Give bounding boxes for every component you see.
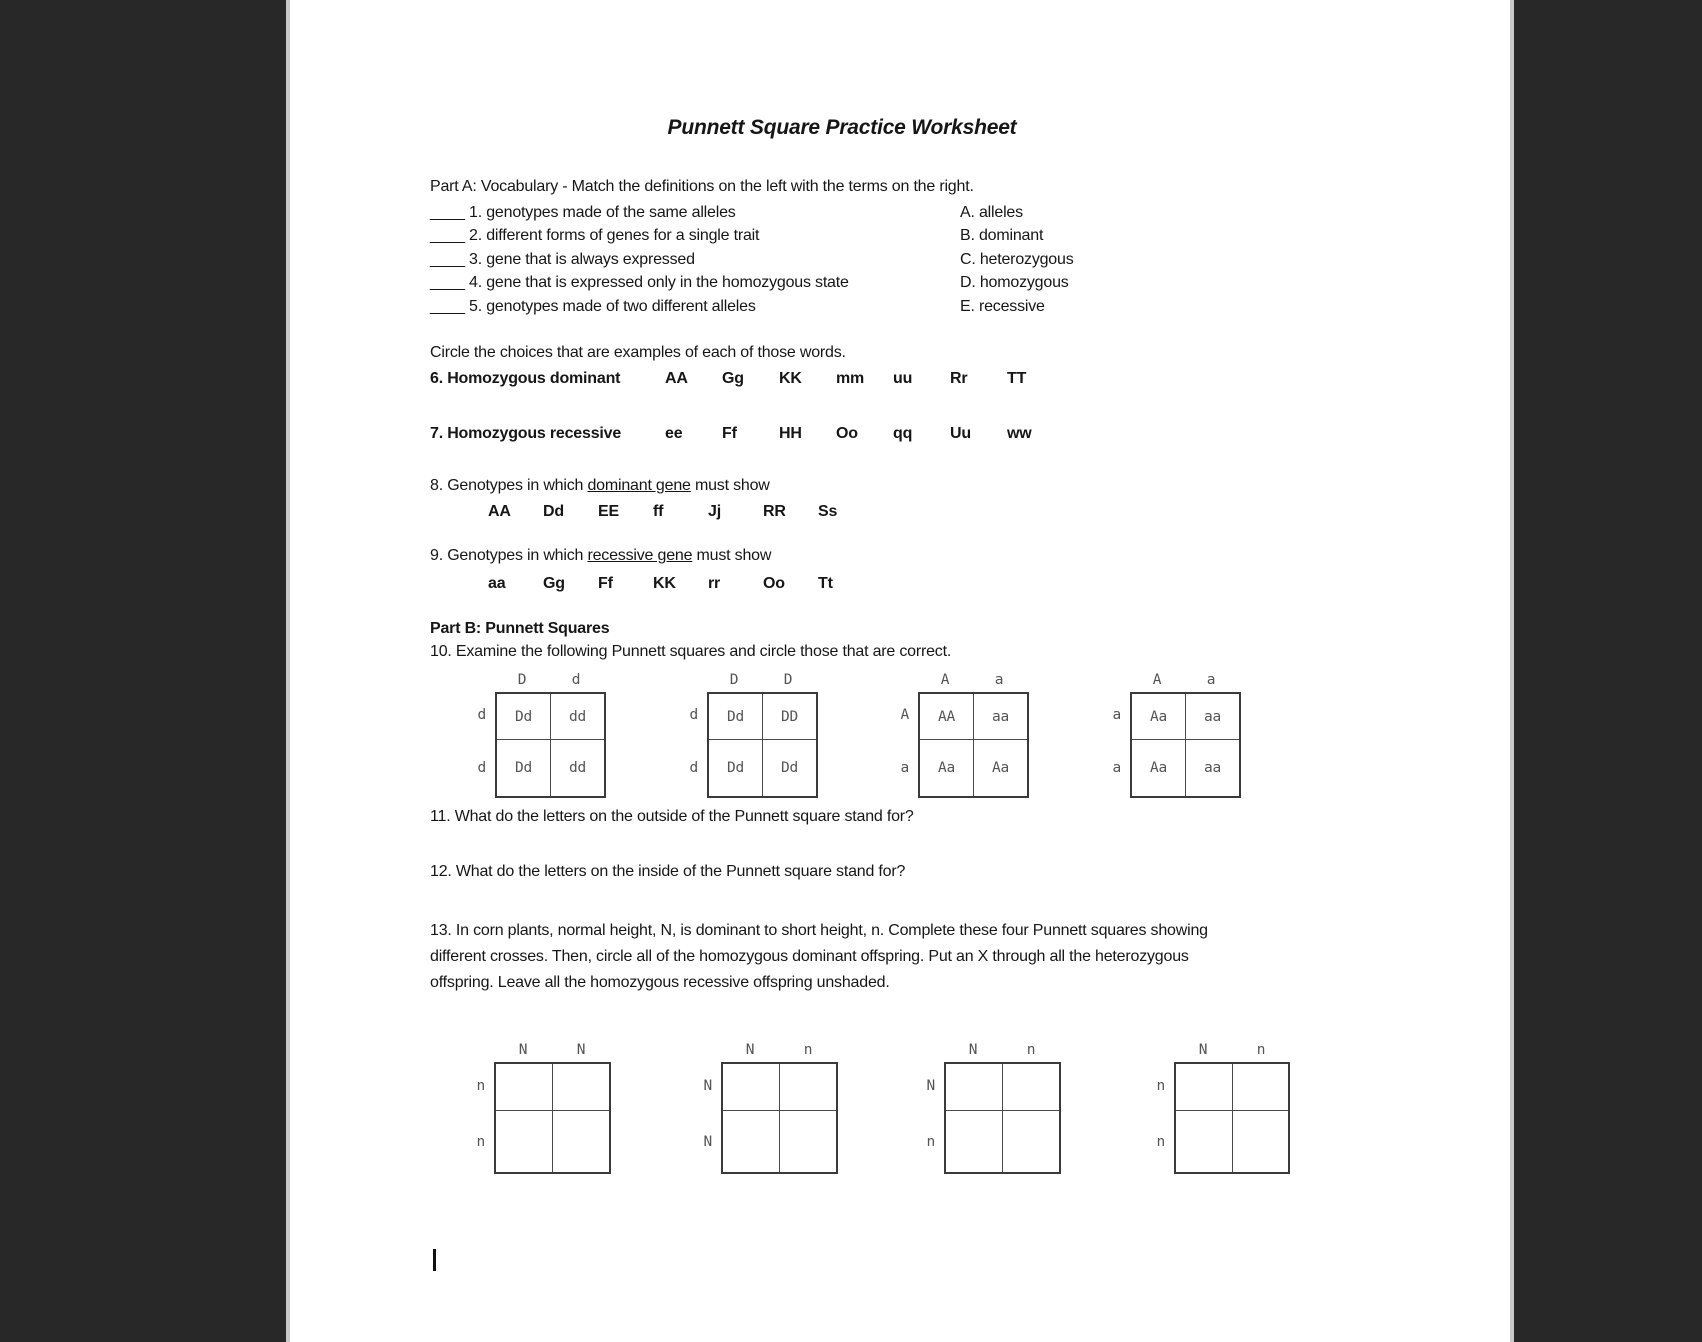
punnett-cell: AA	[919, 693, 974, 740]
q7-choice: Oo	[836, 425, 858, 442]
match-definition-1: ____ 1. genotypes made of the same alleles	[430, 204, 736, 221]
question-8	[430, 477, 1254, 495]
question-6	[430, 368, 1254, 390]
q9-choice: aa	[488, 575, 506, 592]
punnett-grid	[707, 692, 818, 798]
q8-underlined-term: dominant gene	[587, 477, 691, 494]
q7-choice: ee	[665, 425, 683, 442]
punnett-square-q13-2[interactable]	[691, 1038, 838, 1174]
punnett-cell-empty[interactable]	[722, 1111, 780, 1174]
col-header: d	[571, 672, 581, 688]
col-header: A	[1152, 672, 1162, 688]
q6-label: 6. Homozygous dominant	[430, 370, 621, 387]
document-content	[430, 0, 1266, 1342]
punnett-cell-empty[interactable]	[1232, 1063, 1289, 1111]
text-cursor	[433, 1249, 436, 1271]
col-header: N	[968, 1042, 978, 1058]
q6-choice: Rr	[950, 370, 968, 387]
q9-choice: KK	[653, 575, 676, 592]
punnett-square-q13-4[interactable]	[1144, 1038, 1290, 1174]
punnett-row-labels	[465, 692, 495, 798]
q6-choice: TT	[1007, 370, 1027, 387]
punnett-cell: Dd	[496, 693, 551, 740]
punnett-cell: dd	[551, 693, 606, 740]
punnett-cell: Dd	[708, 740, 763, 798]
part-b-heading: Part B: Punnett Squares	[430, 620, 610, 637]
punnett-grid[interactable]	[944, 1062, 1061, 1174]
punnett-cell-empty[interactable]	[553, 1111, 611, 1174]
q8-choice: Jj	[708, 503, 721, 520]
part-a-heading: Part A: Vocabulary - Match the definitions on the left with the terms on the right.	[430, 178, 974, 195]
q9-choice: Oo	[763, 575, 785, 592]
match-term-d: D. homozygous	[960, 274, 1069, 292]
q7-choice: HH	[779, 425, 802, 442]
row-label: n	[1156, 1134, 1165, 1150]
match-row-3	[430, 248, 1254, 271]
punnett-square-q10-3	[888, 668, 1029, 798]
match-term-c: C. heterozygous	[960, 250, 1074, 268]
punnett-square-q10-4	[1100, 668, 1241, 798]
col-header: a	[994, 672, 1004, 688]
punnett-row-labels	[888, 692, 918, 798]
col-header: n	[803, 1042, 813, 1058]
punnett-row-labels	[464, 1062, 494, 1174]
punnett-square-q10-2	[677, 668, 818, 798]
row-label: a	[1112, 707, 1121, 723]
punnett-cell: dd	[551, 740, 606, 798]
row-label: d	[477, 707, 486, 723]
punnett-cell-empty[interactable]	[780, 1063, 838, 1111]
q9-underlined-term: recessive gene	[587, 547, 693, 564]
col-header: D	[517, 672, 527, 688]
row-label: A	[900, 707, 909, 723]
q6-choice: mm	[836, 370, 865, 387]
row-label: n	[476, 1134, 485, 1150]
punnett-cell: aa	[1186, 693, 1241, 740]
col-header: D	[783, 672, 793, 688]
q9-choice: Ff	[598, 575, 613, 592]
match-row-4	[430, 271, 1254, 294]
q8-suffix: must show	[690, 477, 770, 494]
punnett-cell-empty[interactable]	[1232, 1111, 1289, 1174]
punnett-cell: Aa	[974, 740, 1029, 798]
circle-instruction: Circle the choices that are examples of each of those words.	[430, 344, 846, 361]
punnett-row-labels	[691, 1062, 721, 1174]
question-13: 13. In corn plants, normal height, N, is dominant to short height, n. Complete these four Punnett squares showing different crosses. Then, circle all of the homozygous dominant offspring. Put an X through all the heterozygous offspring. Leave all the homozygous recessive offspring unshaded.	[430, 922, 1208, 991]
row-label: a	[1112, 760, 1121, 776]
punnett-cell: Dd	[708, 693, 763, 740]
row-label: n	[1156, 1078, 1165, 1094]
question-7	[430, 423, 1254, 445]
punnett-cell-empty[interactable]	[1175, 1063, 1232, 1111]
q13-punnett-squares	[430, 1038, 1266, 1188]
q8-prefix: 8. Genotypes in which	[430, 477, 588, 494]
punnett-square-q10-1	[465, 668, 606, 798]
row-label: N	[703, 1078, 712, 1094]
match-definition-5: ____ 5. genotypes made of two different alleles	[430, 297, 756, 315]
q7-choice: Uu	[950, 425, 971, 442]
q9-choice: Gg	[543, 575, 565, 592]
question-12: 12. What do the letters on the inside of the Punnett square stand for?	[430, 863, 906, 880]
q7-choice: qq	[893, 425, 913, 442]
col-header: A	[940, 672, 950, 688]
punnett-col-headers	[1174, 1038, 1290, 1062]
q7-choice: Ff	[722, 425, 737, 442]
q9-choices	[430, 573, 1254, 595]
q8-choice: AA	[488, 503, 511, 520]
page-title: Punnett Square Practice Worksheet	[667, 116, 1017, 139]
q8-choice: Ss	[818, 503, 838, 520]
col-header: N	[1198, 1042, 1208, 1058]
punnett-cell-empty[interactable]	[1003, 1111, 1061, 1174]
q10-punnett-squares	[430, 668, 1254, 808]
punnett-cell-empty[interactable]	[553, 1063, 611, 1111]
q6-choice: uu	[893, 370, 913, 387]
row-label: d	[689, 707, 698, 723]
punnett-col-headers	[707, 668, 818, 692]
match-row-2	[430, 224, 1254, 247]
punnett-row-labels	[1100, 692, 1130, 798]
row-label: d	[477, 760, 486, 776]
punnett-col-headers	[1130, 668, 1241, 692]
question-9	[430, 547, 1254, 565]
punnett-col-headers	[721, 1038, 838, 1062]
punnett-square-q13-3[interactable]	[914, 1038, 1061, 1174]
match-term-e: E. recessive	[960, 297, 1045, 315]
q8-choice: Dd	[543, 503, 564, 520]
row-label: n	[926, 1134, 935, 1150]
row-label: N	[703, 1134, 712, 1150]
match-row-1	[430, 201, 1254, 224]
document-page[interactable]	[286, 0, 1514, 1342]
punnett-grid[interactable]	[494, 1062, 611, 1174]
col-header: D	[729, 672, 739, 688]
question-11: 11. What do the letters on the outside of the Punnett square stand for?	[430, 808, 914, 825]
match-row-5	[430, 295, 1254, 318]
punnett-grid	[1130, 692, 1241, 798]
punnett-row-labels	[914, 1062, 944, 1174]
punnett-cell-empty[interactable]	[1175, 1111, 1232, 1174]
punnett-row-labels	[677, 692, 707, 798]
row-label: d	[689, 760, 698, 776]
punnett-cell-empty[interactable]	[945, 1111, 1003, 1174]
match-definition-3: ____ 3. gene that is always expressed	[430, 250, 695, 268]
q6-choice: AA	[665, 370, 688, 387]
punnett-cell: Aa	[919, 740, 974, 798]
punnett-square-q13-1[interactable]	[464, 1038, 611, 1174]
punnett-col-headers	[918, 668, 1029, 692]
match-term-a: A. alleles	[960, 204, 1023, 221]
punnett-col-headers	[494, 1038, 611, 1062]
col-header: N	[518, 1042, 528, 1058]
punnett-cell-empty[interactable]	[722, 1063, 780, 1111]
col-header: n	[1256, 1042, 1266, 1058]
row-label: n	[476, 1078, 485, 1094]
punnett-row-labels	[1144, 1062, 1174, 1174]
row-label: N	[926, 1078, 935, 1094]
punnett-cell: aa	[974, 693, 1029, 740]
q8-choices	[430, 501, 1254, 523]
row-label: a	[900, 760, 909, 776]
q9-choice: Tt	[818, 575, 833, 592]
punnett-cell-empty[interactable]	[495, 1111, 553, 1174]
punnett-cell: Aa	[1131, 740, 1186, 798]
q8-choice: EE	[598, 503, 619, 520]
punnett-cell: Dd	[496, 740, 551, 798]
q9-suffix: must show	[692, 547, 772, 564]
punnett-cell-empty[interactable]	[780, 1111, 838, 1174]
punnett-grid[interactable]	[1174, 1062, 1290, 1174]
match-definition-4: ____ 4. gene that is expressed only in the homozygous state	[430, 274, 849, 292]
q7-label: 7. Homozygous recessive	[430, 425, 622, 442]
punnett-cell: aa	[1186, 740, 1241, 798]
q8-choice: ff	[653, 503, 664, 520]
q9-prefix: 9. Genotypes in which	[430, 547, 588, 564]
punnett-cell: Dd	[763, 740, 818, 798]
q6-choice: KK	[779, 370, 802, 387]
punnett-cell-empty[interactable]	[945, 1063, 1003, 1111]
col-header: N	[576, 1042, 586, 1058]
col-header: N	[745, 1042, 755, 1058]
match-term-b: B. dominant	[960, 227, 1044, 245]
q8-choice: RR	[763, 503, 786, 520]
col-header: a	[1206, 672, 1216, 688]
punnett-grid	[495, 692, 606, 798]
col-header: n	[1026, 1042, 1036, 1058]
q7-choice: ww	[1007, 425, 1032, 442]
punnett-cell-empty[interactable]	[495, 1063, 553, 1111]
punnett-cell-empty[interactable]	[1003, 1063, 1061, 1111]
match-definition-2: ____ 2. different forms of genes for a single trait	[430, 227, 760, 245]
q6-choice: Gg	[722, 370, 744, 387]
question-10: 10. Examine the following Punnett squares and circle those that are correct.	[430, 643, 952, 660]
q9-choice: rr	[708, 575, 721, 592]
matching-section	[430, 201, 1254, 318]
punnett-cell: Aa	[1131, 693, 1186, 740]
punnett-col-headers	[495, 668, 606, 692]
punnett-grid[interactable]	[721, 1062, 838, 1174]
punnett-grid	[918, 692, 1029, 798]
punnett-cell: DD	[763, 693, 818, 740]
punnett-col-headers	[944, 1038, 1061, 1062]
